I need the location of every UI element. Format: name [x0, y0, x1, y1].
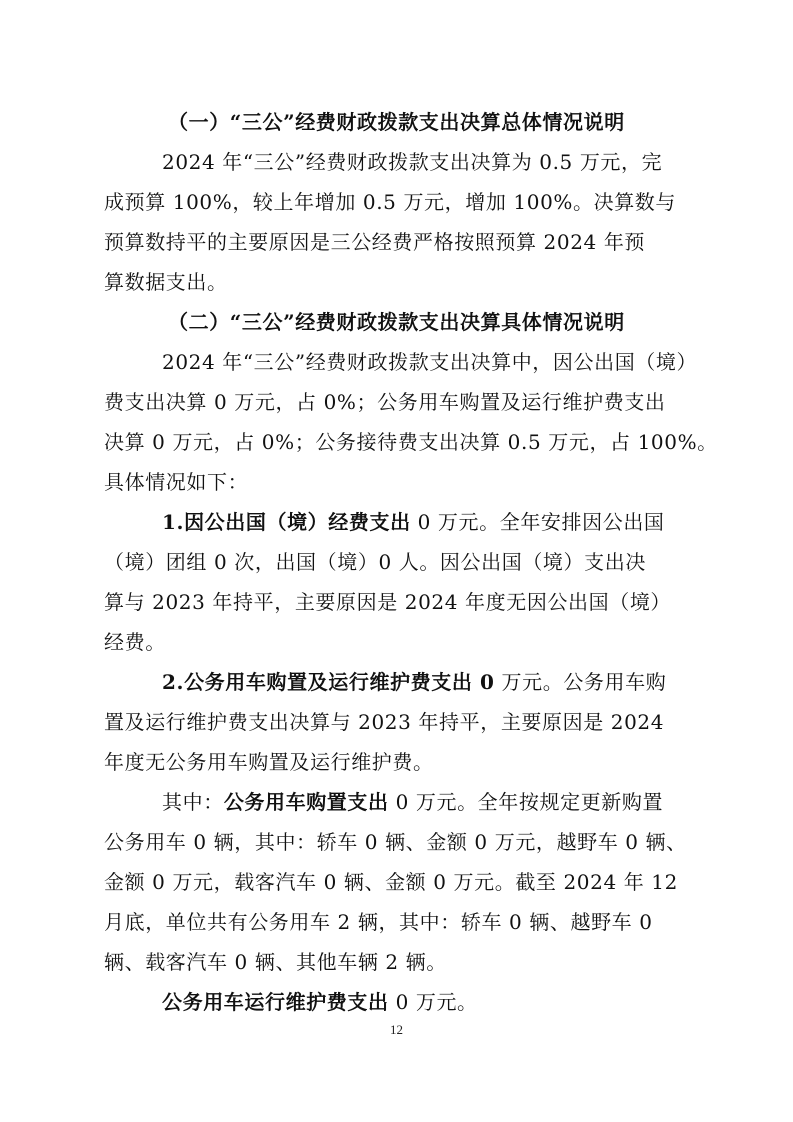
item2-title-value: 0	[472, 670, 495, 694]
item3-first-line-rest: 0 万元。全年按规定更新购置	[388, 790, 664, 814]
item1-first-line	[162, 508, 682, 536]
item3-first-line	[162, 788, 682, 816]
item1-line-2: （境）团组 0 次，出国（境）0 人。因公出国（境）支出决	[104, 550, 646, 574]
item3-line-5: 辆、载客汽车 0 辆、其他车辆 2 辆。	[104, 950, 447, 974]
item1-title: 1.因公出国（境）经费支出	[162, 510, 411, 534]
section2-heading: （二）“三公”经费财政拨款支出决算具体情况说明	[168, 310, 625, 334]
item4-rest: 0 万元。	[388, 990, 478, 1014]
item1-line-4: 经费。	[104, 630, 166, 654]
item4-title: 公务用车运行维护费支出	[162, 990, 389, 1014]
item2-line-2: 置及运行维护费支出决算与 2023 年持平，主要原因是 2024	[104, 710, 665, 734]
section1-heading: （一）“三公”经费财政拨款支出决算总体情况说明	[168, 110, 625, 134]
section1-line-1: 2024 年“三公”经费财政拨款支出决算为 0.5 万元，完	[162, 150, 663, 174]
item3-line-2: 公务用车 0 辆，其中：轿车 0 辆、金额 0 万元，越野车 0 辆、	[104, 830, 687, 854]
item3-line-3: 金额 0 万元，载客汽车 0 辆、金额 0 万元。截至 2024 年 12	[104, 870, 678, 894]
item1-line-3: 算与 2023 年持平，主要原因是 2024 年度无因公出国（境）	[104, 590, 672, 614]
section1-line-2: 成预算 100%，较上年增加 0.5 万元，增加 100%。决算数与	[104, 190, 676, 214]
section2-line-4: 具体情况如下：	[104, 470, 249, 494]
item3-line-4: 月底，单位共有公务用车 2 辆，其中：轿车 0 辆、越野车 0	[104, 910, 653, 934]
item2-first-line-rest: 万元。公务用车购	[494, 670, 667, 694]
section1-line-3: 预算数持平的主要原因是三公经费严格按照预算 2024 年预	[104, 230, 646, 254]
page-number: 12	[390, 1022, 403, 1037]
item2-first-line	[162, 668, 682, 696]
section2-line-1: 2024 年“三公”经费财政拨款支出决算中，因公出国（境）	[162, 350, 698, 374]
item1-first-line-rest: 0 万元。全年安排因公出国	[410, 510, 665, 534]
item3-prefix: 其中：	[162, 790, 224, 814]
item3-title: 公务用车购置支出	[223, 790, 389, 814]
item4-line	[162, 988, 682, 1016]
item2-line-3: 年度无公务用车购置及运行维护费。	[104, 750, 434, 774]
section1-line-4: 算数据支出。	[104, 270, 228, 294]
item2-title: 2.公务用车购置及运行维护费支出	[162, 670, 473, 694]
section2-line-3: 决算 0 万元，占 0%；公务接待费支出决算 0.5 万元，占 100%。	[104, 430, 718, 454]
section2-line-2: 费支出决算 0 万元，占 0%；公务用车购置及运行维护费支出	[104, 390, 666, 414]
